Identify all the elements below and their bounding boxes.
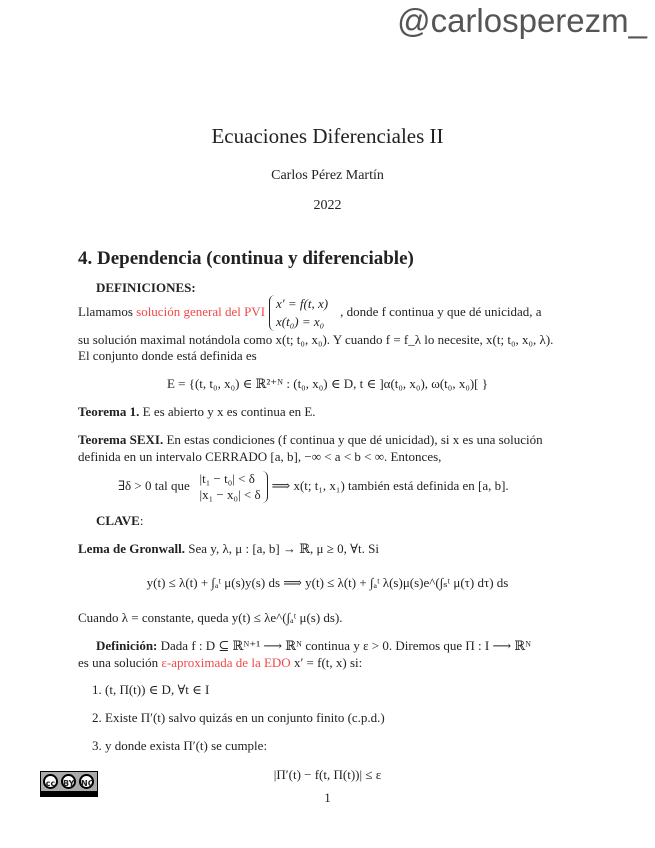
list-item: 3. y donde exista Π′(t) se cumple:	[92, 738, 268, 753]
document-title: Ecuaciones Diferenciales II	[211, 124, 444, 148]
theorem-1	[78, 404, 316, 420]
list-item: 1. (t, Π(t)) ∈ D, ∀t ∈ I	[92, 682, 210, 697]
definiciones-heading: DEFINICIONES:	[96, 280, 196, 295]
pvi-paragraph	[78, 294, 542, 331]
definition-label: Definición:	[96, 638, 158, 653]
text: ⟹ x(t; t₁, x₁) también está definida en [a, b].	[271, 478, 509, 493]
author: Carlos Pérez Martín	[271, 168, 384, 183]
equation-E: E = {(t, t₀, x₀) ∈ ℝ²⁺ᴺ : (t₀, x₀) ∈ D, t ∈ ]α(t₀, x₀), ω(t₀, x₀)[ }	[166, 376, 489, 391]
clave-heading	[96, 513, 143, 529]
definition	[96, 638, 531, 654]
pvi-system	[269, 295, 336, 331]
eq-line: |t₁ − t₀| < δ	[199, 471, 255, 487]
text-line: Cuando λ = constante, queda y(t) ≤ λe^(∫ₐᵗ μ(s) ds).	[78, 610, 343, 625]
nc-icon: NC	[79, 774, 94, 789]
text: CLAVE	[96, 513, 140, 528]
by-icon: BY	[61, 774, 76, 789]
text-line	[78, 655, 362, 671]
text: Sea y, λ, μ : [a, b] → ℝ, μ ≥ 0, ∀t. Si	[185, 541, 379, 556]
year: 2022	[313, 198, 342, 213]
text: :	[139, 513, 144, 528]
theorem-label: Teorema SEXI.	[78, 432, 164, 447]
highlight-term: ε-aproximada de la EDO	[161, 655, 291, 670]
theorem-label: Teorema 1.	[78, 404, 140, 419]
eq-line: x′ = f(t, x)	[276, 296, 329, 312]
section-heading: 4. Dependencia (continua y diferenciable)	[78, 248, 414, 269]
text: x′ = f(t, x) si:	[290, 655, 363, 670]
lemma-label: Lema de Gronwall.	[78, 541, 186, 556]
sexi-equation	[118, 468, 509, 504]
page-number: 1	[324, 790, 331, 805]
list-item: 2. Existe Π′(t) salvo quizás en un conjunto finito (c.p.d.)	[92, 710, 385, 725]
theorem-sexi	[78, 432, 543, 448]
cc-icon: cc	[43, 774, 58, 789]
condition-brace	[200, 471, 268, 503]
text-line: definida en un intervalo CERRADO [a, b], −∞ < a < b < ∞. Entonces,	[78, 449, 442, 464]
highlight-term: solución general del PVI	[136, 304, 266, 319]
text-line: El conjunto donde está definida es	[78, 348, 257, 363]
text: es una solución	[78, 655, 162, 670]
text: Dada f : D ⊆ ℝᴺ⁺¹ ⟶ ℝᴺ continua y ε > 0. Diremos que Π : I ⟶ ℝᴺ	[157, 638, 532, 653]
final-equation: |Π′(t) − f(t, Π(t))| ≤ ε	[273, 767, 382, 782]
text: E es abierto y x es continua en E.	[139, 404, 316, 419]
eq-line: x(t₀) = x₀	[276, 314, 325, 330]
gronwall-equation: y(t) ≤ λ(t) + ∫ₐᵗ μ(s)y(s) ds ⟹ y(t) ≤ λ(t) + ∫ₐᵗ λ(s)μ(s)e^(∫ₛᵗ μ(τ) dτ) ds	[146, 575, 509, 590]
text: Llamamos	[78, 304, 137, 319]
text: ∃δ > 0 tal que	[118, 478, 190, 493]
eq-line: |x₁ − x₀| < δ	[199, 487, 261, 503]
lemma-gronwall	[78, 541, 379, 557]
text: , donde f continua y que dé unicidad, a	[340, 304, 542, 319]
text-line: su solución maximal notándola como x(t; t₀, x₀). Y cuando f = f_λ lo necesite, x(t; t₀, x₀, λ).	[78, 332, 554, 347]
watermark: @carlosperezm_	[397, 2, 647, 39]
text: En estas condiciones (f continua y que dé unicidad), si x es una solución	[163, 432, 543, 447]
